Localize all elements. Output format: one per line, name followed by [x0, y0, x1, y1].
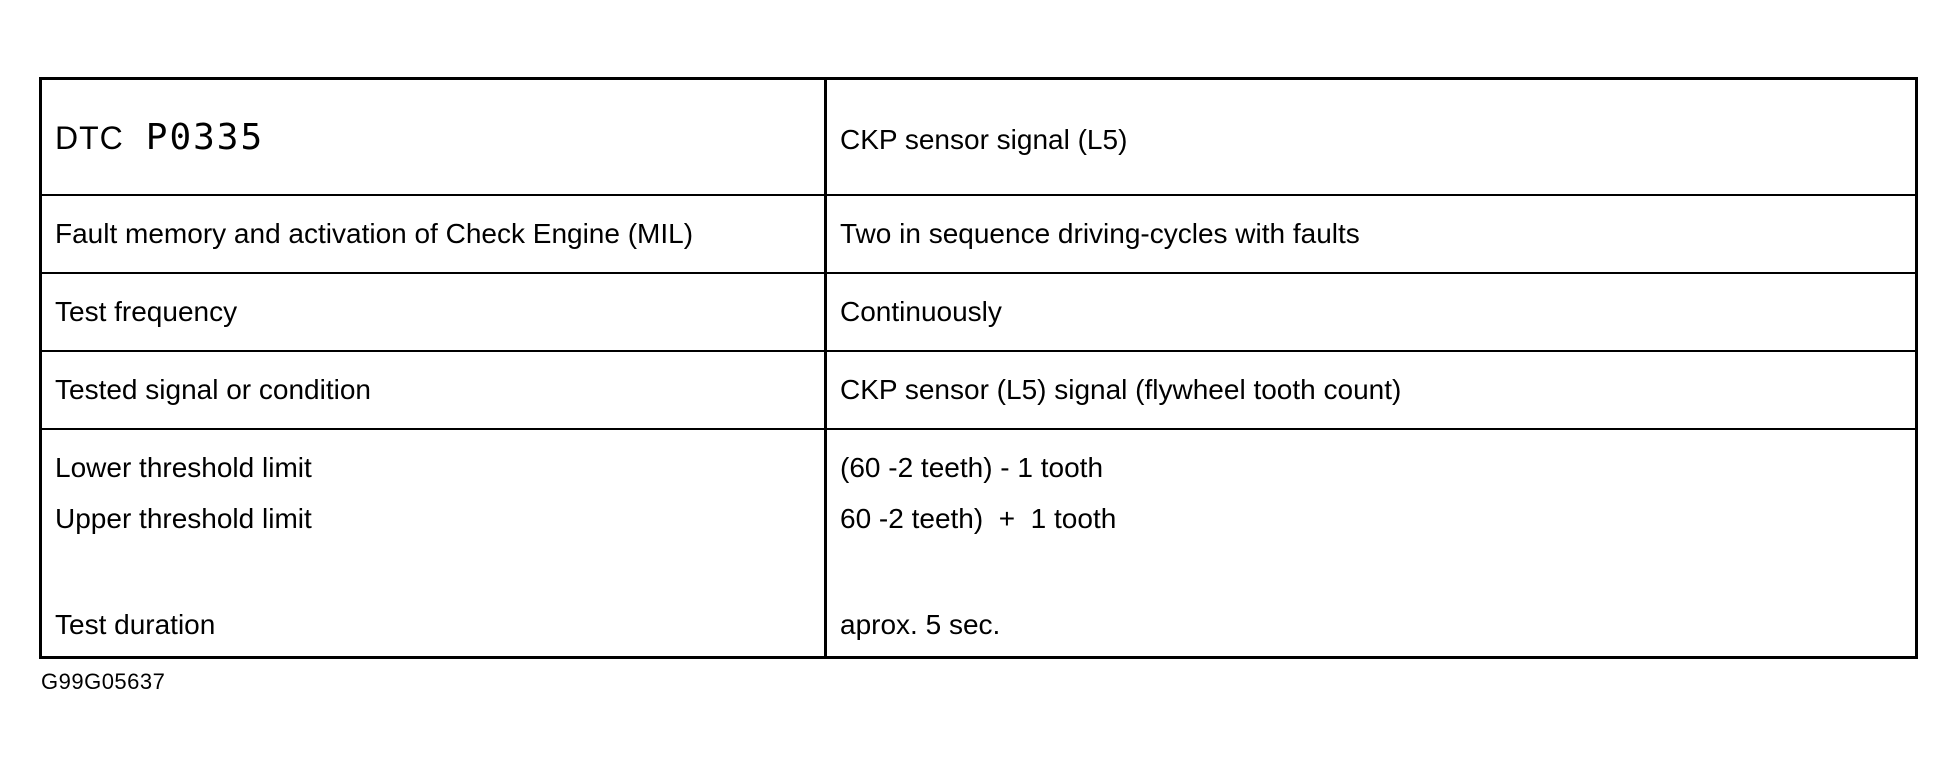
figure-id: G99G05637 [41, 669, 166, 694]
limits-value-cell [827, 430, 1915, 656]
row-value: CKP sensor (L5) signal (flywheel tooth count) [840, 374, 1402, 405]
row-label-cell [42, 196, 827, 272]
row-label: Fault memory and activation of Check Engine (MIL) [55, 218, 694, 249]
dtc-table [39, 77, 1918, 659]
table-row [42, 272, 1915, 350]
row-value-cell [827, 274, 1915, 350]
test-duration-value: aprox. 5 sec. [840, 609, 1001, 640]
limits-row [42, 428, 1915, 656]
dtc-header-text [55, 117, 265, 158]
lower-threshold-value: (60 -2 teeth) - 1 tooth [840, 452, 1104, 483]
dtc-description: CKP sensor signal (L5) [840, 124, 1128, 155]
row-label: Test frequency [55, 296, 238, 327]
row-value-cell [827, 352, 1915, 428]
dtc-code: P0335 [145, 117, 265, 158]
lower-threshold-label: Lower threshold limit [55, 452, 312, 483]
table-row [42, 194, 1915, 272]
limits-label-cell [42, 430, 827, 656]
row-label-cell [42, 352, 827, 428]
row-value: Continuously [840, 296, 1002, 327]
row-label-cell [42, 274, 827, 350]
dtc-label: DTC [55, 120, 124, 156]
test-duration-label: Test duration [55, 609, 216, 640]
row-value-cell [827, 196, 1915, 272]
dtc-header-value-cell [827, 80, 1915, 194]
row-value: Two in sequence driving-cycles with faults [840, 218, 1360, 249]
table-row [42, 350, 1915, 428]
upper-threshold-value: 60 -2 teeth) + 1 tooth [840, 503, 1117, 534]
dtc-header-label-cell [42, 80, 827, 194]
row-label: Tested signal or condition [55, 374, 371, 405]
dtc-header-row [42, 80, 1915, 194]
upper-threshold-label: Upper threshold limit [55, 503, 312, 534]
